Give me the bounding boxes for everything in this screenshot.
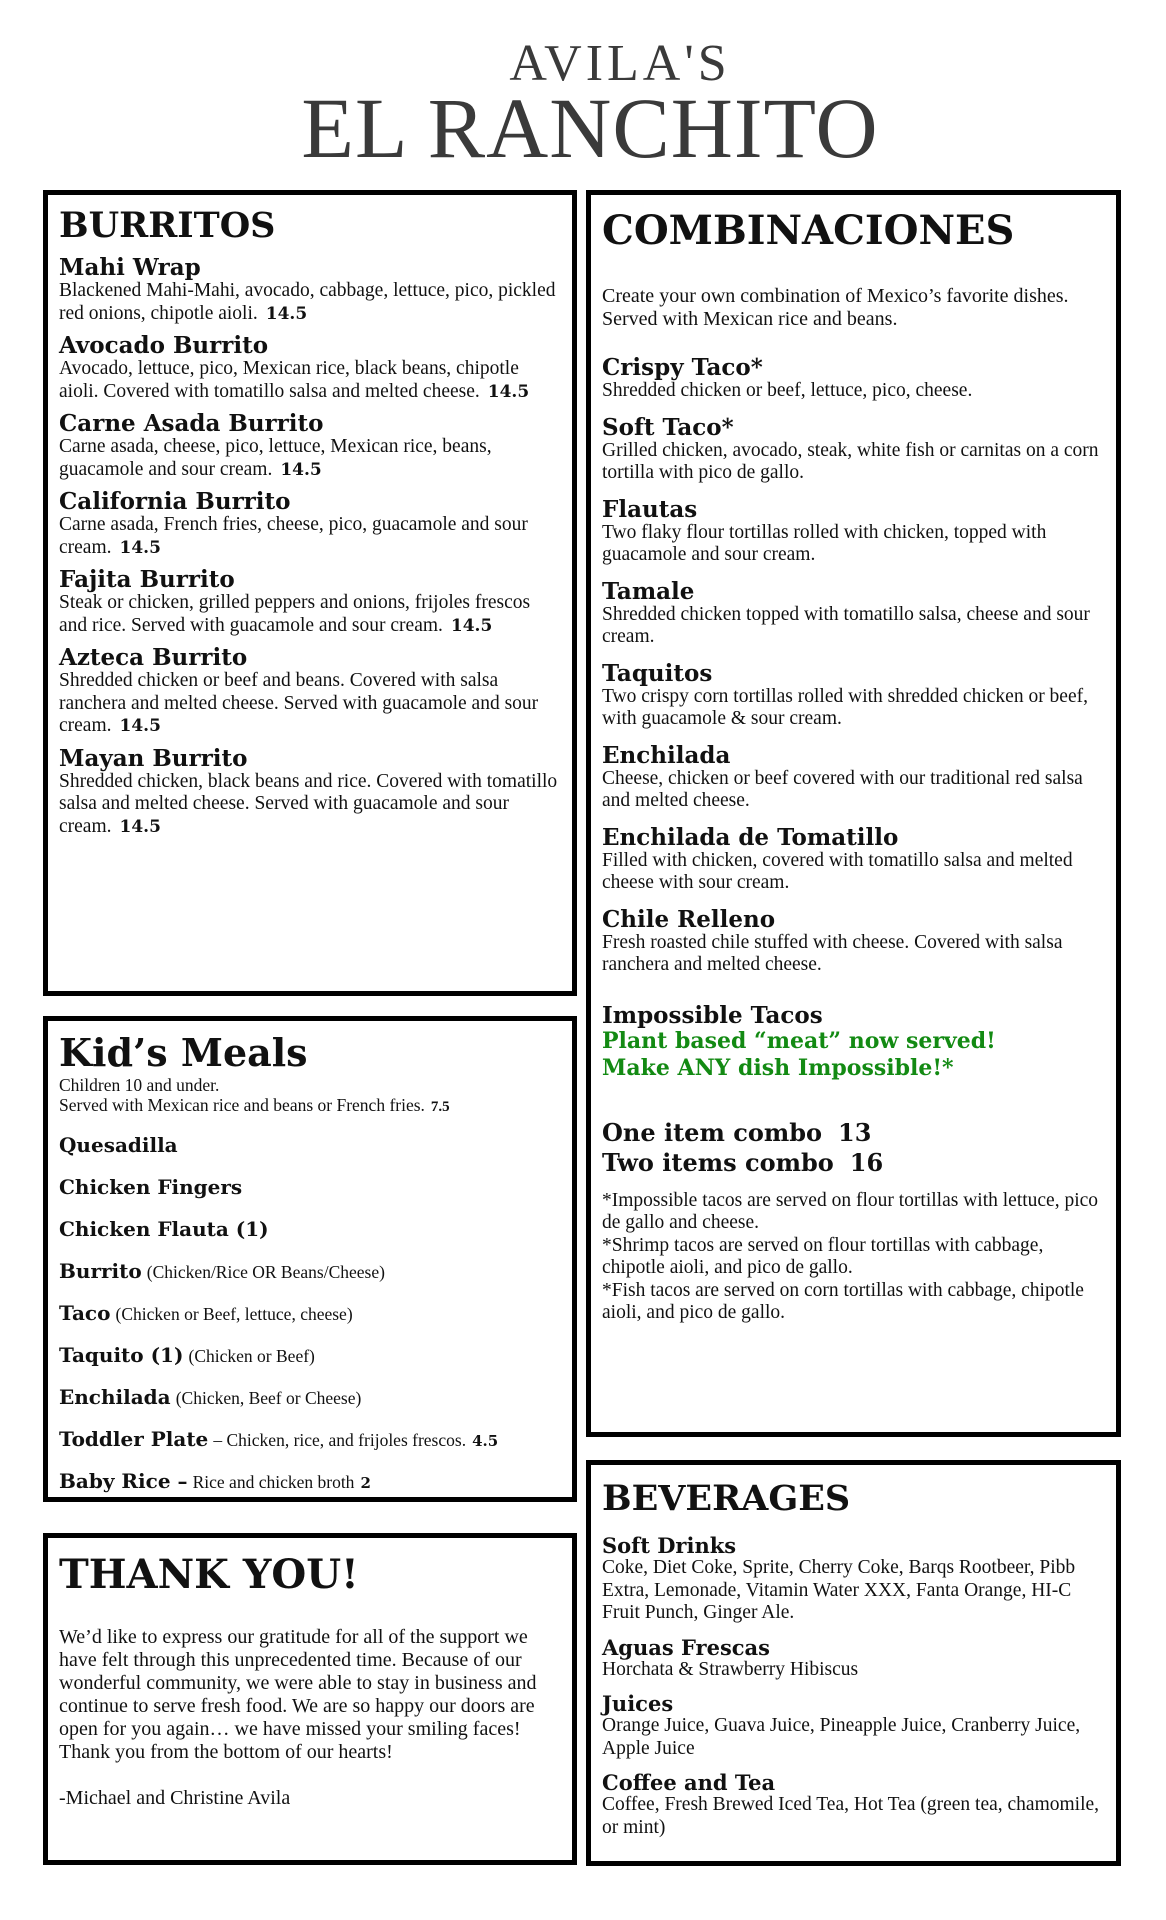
logo-bottom-line: EL RANCHITO: [301, 80, 879, 176]
item-description: [59, 514, 561, 559]
menu-item: [59, 411, 561, 481]
kids-item-name: Taco: [59, 1301, 111, 1325]
item-name: Carne Asada Burrito: [59, 410, 324, 437]
kids-item-note: Rice and chicken broth: [192, 1472, 355, 1492]
item-name: California Burrito: [59, 488, 291, 515]
menu-item: [602, 579, 1105, 649]
kids-item: [59, 1259, 561, 1285]
thank-you-message: We’d like to express our gratitude for all of the support we have felt through this unprecedented time. Because of our wonderful community, we were able to stay in business and continue to serve fresh food. We are so happy our doors are open for you again… we have missed your smiling faces! Thank you from the bottom of our hearts!: [59, 1626, 537, 1763]
description-text: Avocado, lettuce, pico, Mexican rice, black beans, chipotle aioli. Covered with tomatillo salsa and melted cheese.: [59, 358, 519, 402]
description-text: Shredded chicken, black beans and rice. Covered with tomatillo salsa and melted cheese. Served with guacamole and sour cream.: [59, 770, 558, 837]
combo-items-list: [602, 355, 1105, 977]
menu-item: [602, 497, 1105, 567]
beverage-category: [602, 1772, 1105, 1839]
signature: -Michael and Christine Avila: [59, 1787, 291, 1809]
kids-item: [59, 1385, 561, 1411]
item-name: Juices: [602, 1691, 674, 1716]
item-description: Orange Juice, Guava Juice, Pineapple Juice, Cranberry Juice, Apple Juice: [602, 1715, 1081, 1759]
item-name: Flautas: [602, 495, 698, 523]
item-description: [59, 670, 561, 738]
item-name: Mayan Burrito: [59, 744, 248, 772]
item-description: [59, 280, 561, 325]
item-description: Coke, Diet Coke, Sprite, Cherry Coke, Barqs Rootbeer, Pibb Extra, Lemonade, Vitamin Water XXX, Fanta Orange, HI-C Fruit Punch, Ginger Ale.: [602, 1557, 1076, 1623]
menu-item: [602, 825, 1105, 895]
item-description: [59, 592, 561, 637]
menu-item: [59, 645, 561, 738]
item-name: Aguas Frescas: [602, 1634, 770, 1660]
kids-item: [59, 1301, 561, 1327]
item-description: Filled with chicken, covered with tomatillo salsa and melted cheese with sour cream.: [602, 849, 1073, 893]
kids-item: [59, 1133, 561, 1159]
item-name: Tamale: [602, 577, 695, 605]
menu-item: [59, 489, 561, 559]
item-price: 14.5: [280, 459, 322, 480]
combo-prices: [602, 1118, 1105, 1178]
section-title: BURRITOS: [59, 205, 276, 246]
combo-price-row: [602, 1148, 1105, 1178]
kids-item: [59, 1343, 561, 1369]
kids-subtitle-price-line: [59, 1095, 561, 1117]
item-description: Fresh roasted chile stuffed with cheese. Covered with salsa ranchera and melted cheese.: [602, 931, 1063, 975]
item-description: [59, 771, 561, 839]
kids-item-note: (Chicken or Beef): [188, 1346, 315, 1366]
item-price: 14.5: [450, 615, 493, 636]
item-name: Mahi Wrap: [59, 254, 201, 281]
item-description: Shredded chicken or beef, lettuce, pico, cheese.: [602, 380, 973, 401]
menu-item: [602, 907, 1105, 977]
item-name: Avocado Burrito: [59, 332, 269, 359]
menu-item: [602, 415, 1105, 485]
combo-price: 16: [849, 1147, 884, 1177]
item-name: Coffee and Tea: [602, 1770, 776, 1795]
kids-item-name: Chicken Flauta (1): [59, 1217, 269, 1241]
item-price: 14.5: [119, 537, 161, 558]
item-name: Enchilada: [602, 741, 731, 769]
kids-subtitle: Children 10 and under.: [59, 1075, 220, 1095]
item-description: [59, 436, 561, 481]
baby-rice: [59, 1469, 561, 1495]
item-name: Crispy Taco*: [602, 354, 763, 381]
kids-served-with: Served with Mexican rice and beans or French fries.: [59, 1095, 425, 1115]
item-name: Taquitos: [602, 659, 713, 687]
impossible-promo-line: Make ANY dish Impossible!*: [602, 1054, 954, 1081]
item-description: [59, 358, 561, 403]
item-price: 14.5: [487, 381, 530, 402]
description-text: Steak or chicken, grilled peppers and onions, frijoles frescos and rice. Served with guacamole and sour cream.: [59, 592, 531, 636]
item-name: Azteca Burrito: [59, 644, 248, 671]
kids-meals-section: [43, 1016, 577, 1502]
item-description: Two crispy corn tortillas rolled with shredded chicken or beef, with guacamole & sour cream.: [602, 685, 1088, 729]
impossible-promo-line: Plant based “meat” now served!: [602, 1027, 996, 1054]
beverage-category: [602, 1693, 1105, 1760]
section-title: BEVERAGES: [602, 1478, 851, 1519]
item-price: 14.5: [119, 816, 161, 837]
combinaciones-section: [586, 190, 1121, 1437]
kids-item-note: – Chicken, rice, and frijoles frescos.: [213, 1430, 467, 1450]
combo-price-row: [602, 1118, 1105, 1148]
combos-intro: Create your own combination of Mexico’s favorite dishes. Served with Mexican rice and beans.: [602, 285, 1069, 330]
kids-item-note: (Chicken or Beef, lettuce, cheese): [115, 1304, 353, 1324]
kids-item-name: Enchilada: [59, 1385, 171, 1409]
item-name: Chile Relleno: [602, 905, 776, 933]
menu-item: [59, 567, 561, 637]
item-name: Impossible Tacos: [602, 1001, 823, 1029]
impossible-tacos: [602, 1003, 1105, 1082]
item-price: 14.5: [119, 716, 161, 736]
kids-item-note: (Chicken/Rice OR Beans/Cheese): [146, 1262, 385, 1282]
kids-item: [59, 1217, 561, 1243]
footnote: *Shrimp tacos are served on flour tortillas with cabbage, chipotle aioli, and pico de gallo.: [602, 1234, 1044, 1278]
item-name: Soft Taco*: [602, 413, 734, 441]
menu-item: [602, 355, 1105, 403]
menu-item: [59, 333, 561, 403]
kids-price: 7.5: [430, 1099, 450, 1115]
item-description: Cheese, chicken or beef covered with our traditional red salsa and melted cheese.: [602, 767, 1083, 811]
kids-item-price: 2: [360, 1474, 371, 1492]
kids-item-name: Taquito (1): [59, 1343, 184, 1367]
description-text: Shredded chicken or beef and beans. Covered with salsa ranchera and melted cheese. Served with guacamole and sour cream.: [59, 670, 539, 736]
item-name: Soft Drinks: [602, 1533, 737, 1558]
item-name: Enchilada de Tomatillo: [602, 823, 899, 851]
item-description: Two flaky flour tortillas rolled with chicken, topped with guacamole and sour cream.: [602, 521, 1047, 565]
combo-price: 13: [838, 1117, 872, 1147]
combo-label: Two items combo: [602, 1147, 834, 1177]
item-description: Horchata & Strawberry Hibiscus: [602, 1658, 859, 1680]
beverage-category: [602, 1535, 1105, 1625]
beverages-section: [586, 1460, 1121, 1866]
description-text: Carne asada, French fries, cheese, pico, guacamole and sour cream.: [59, 514, 528, 558]
menu-item: [59, 255, 561, 325]
logo-top-line: AVILA'S: [509, 35, 731, 92]
item-description: Coffee, Fresh Brewed Iced Tea, Hot Tea (green tea, chamomile, or mint): [602, 1794, 1100, 1838]
beverage-category: [602, 1634, 1105, 1682]
menu-item: [602, 743, 1105, 813]
description-text: Blackened Mahi-Mahi, avocado, cabbage, lettuce, pico, pickled red onions, chipotle aioli.: [59, 280, 556, 324]
footnote: *Fish tacos are served on corn tortillas with cabbage, chipotle aioli, and pico de gallo.: [602, 1279, 1084, 1323]
menu-item: [59, 746, 561, 839]
item-description: Grilled chicken, avocado, steak, white fish or carnitas on a corn tortilla with pico de gallo.: [602, 439, 1099, 483]
footnotes: [602, 1190, 1105, 1325]
combo-label: One item combo: [602, 1117, 823, 1147]
menu-item: [602, 661, 1105, 731]
kids-item-name: Toddler Plate: [59, 1427, 209, 1451]
item-description: Shredded chicken topped with tomatillo salsa, cheese and sour cream.: [602, 603, 1090, 647]
kids-item-note: (Chicken, Beef or Cheese): [175, 1388, 362, 1408]
kids-item: [59, 1175, 561, 1201]
burritos-section: [43, 190, 577, 996]
section-title: COMBINACIONES: [602, 207, 1015, 254]
kids-item-price: 4.5: [472, 1432, 499, 1450]
section-title: THANK YOU!: [59, 1551, 359, 1598]
section-title: Kid’s Meals: [59, 1030, 308, 1075]
item-price: 14.5: [265, 303, 308, 324]
thank-you-section: [43, 1533, 577, 1865]
kids-item-name: Burrito: [59, 1259, 142, 1283]
toddler-plate: [59, 1427, 561, 1453]
kids-item-name: Baby Rice –: [59, 1469, 188, 1493]
restaurant-logo: [290, 35, 890, 176]
item-name: Fajita Burrito: [59, 566, 235, 593]
kids-item-name: Quesadilla: [59, 1133, 178, 1157]
footnote: *Impossible tacos are served on flour tortillas with lettuce, pico de gallo and cheese.: [602, 1189, 1099, 1233]
description-text: Carne asada, cheese, pico, lettuce, Mexican rice, beans, guacamole and sour cream.: [59, 436, 492, 480]
kids-item-name: Chicken Fingers: [59, 1175, 243, 1199]
